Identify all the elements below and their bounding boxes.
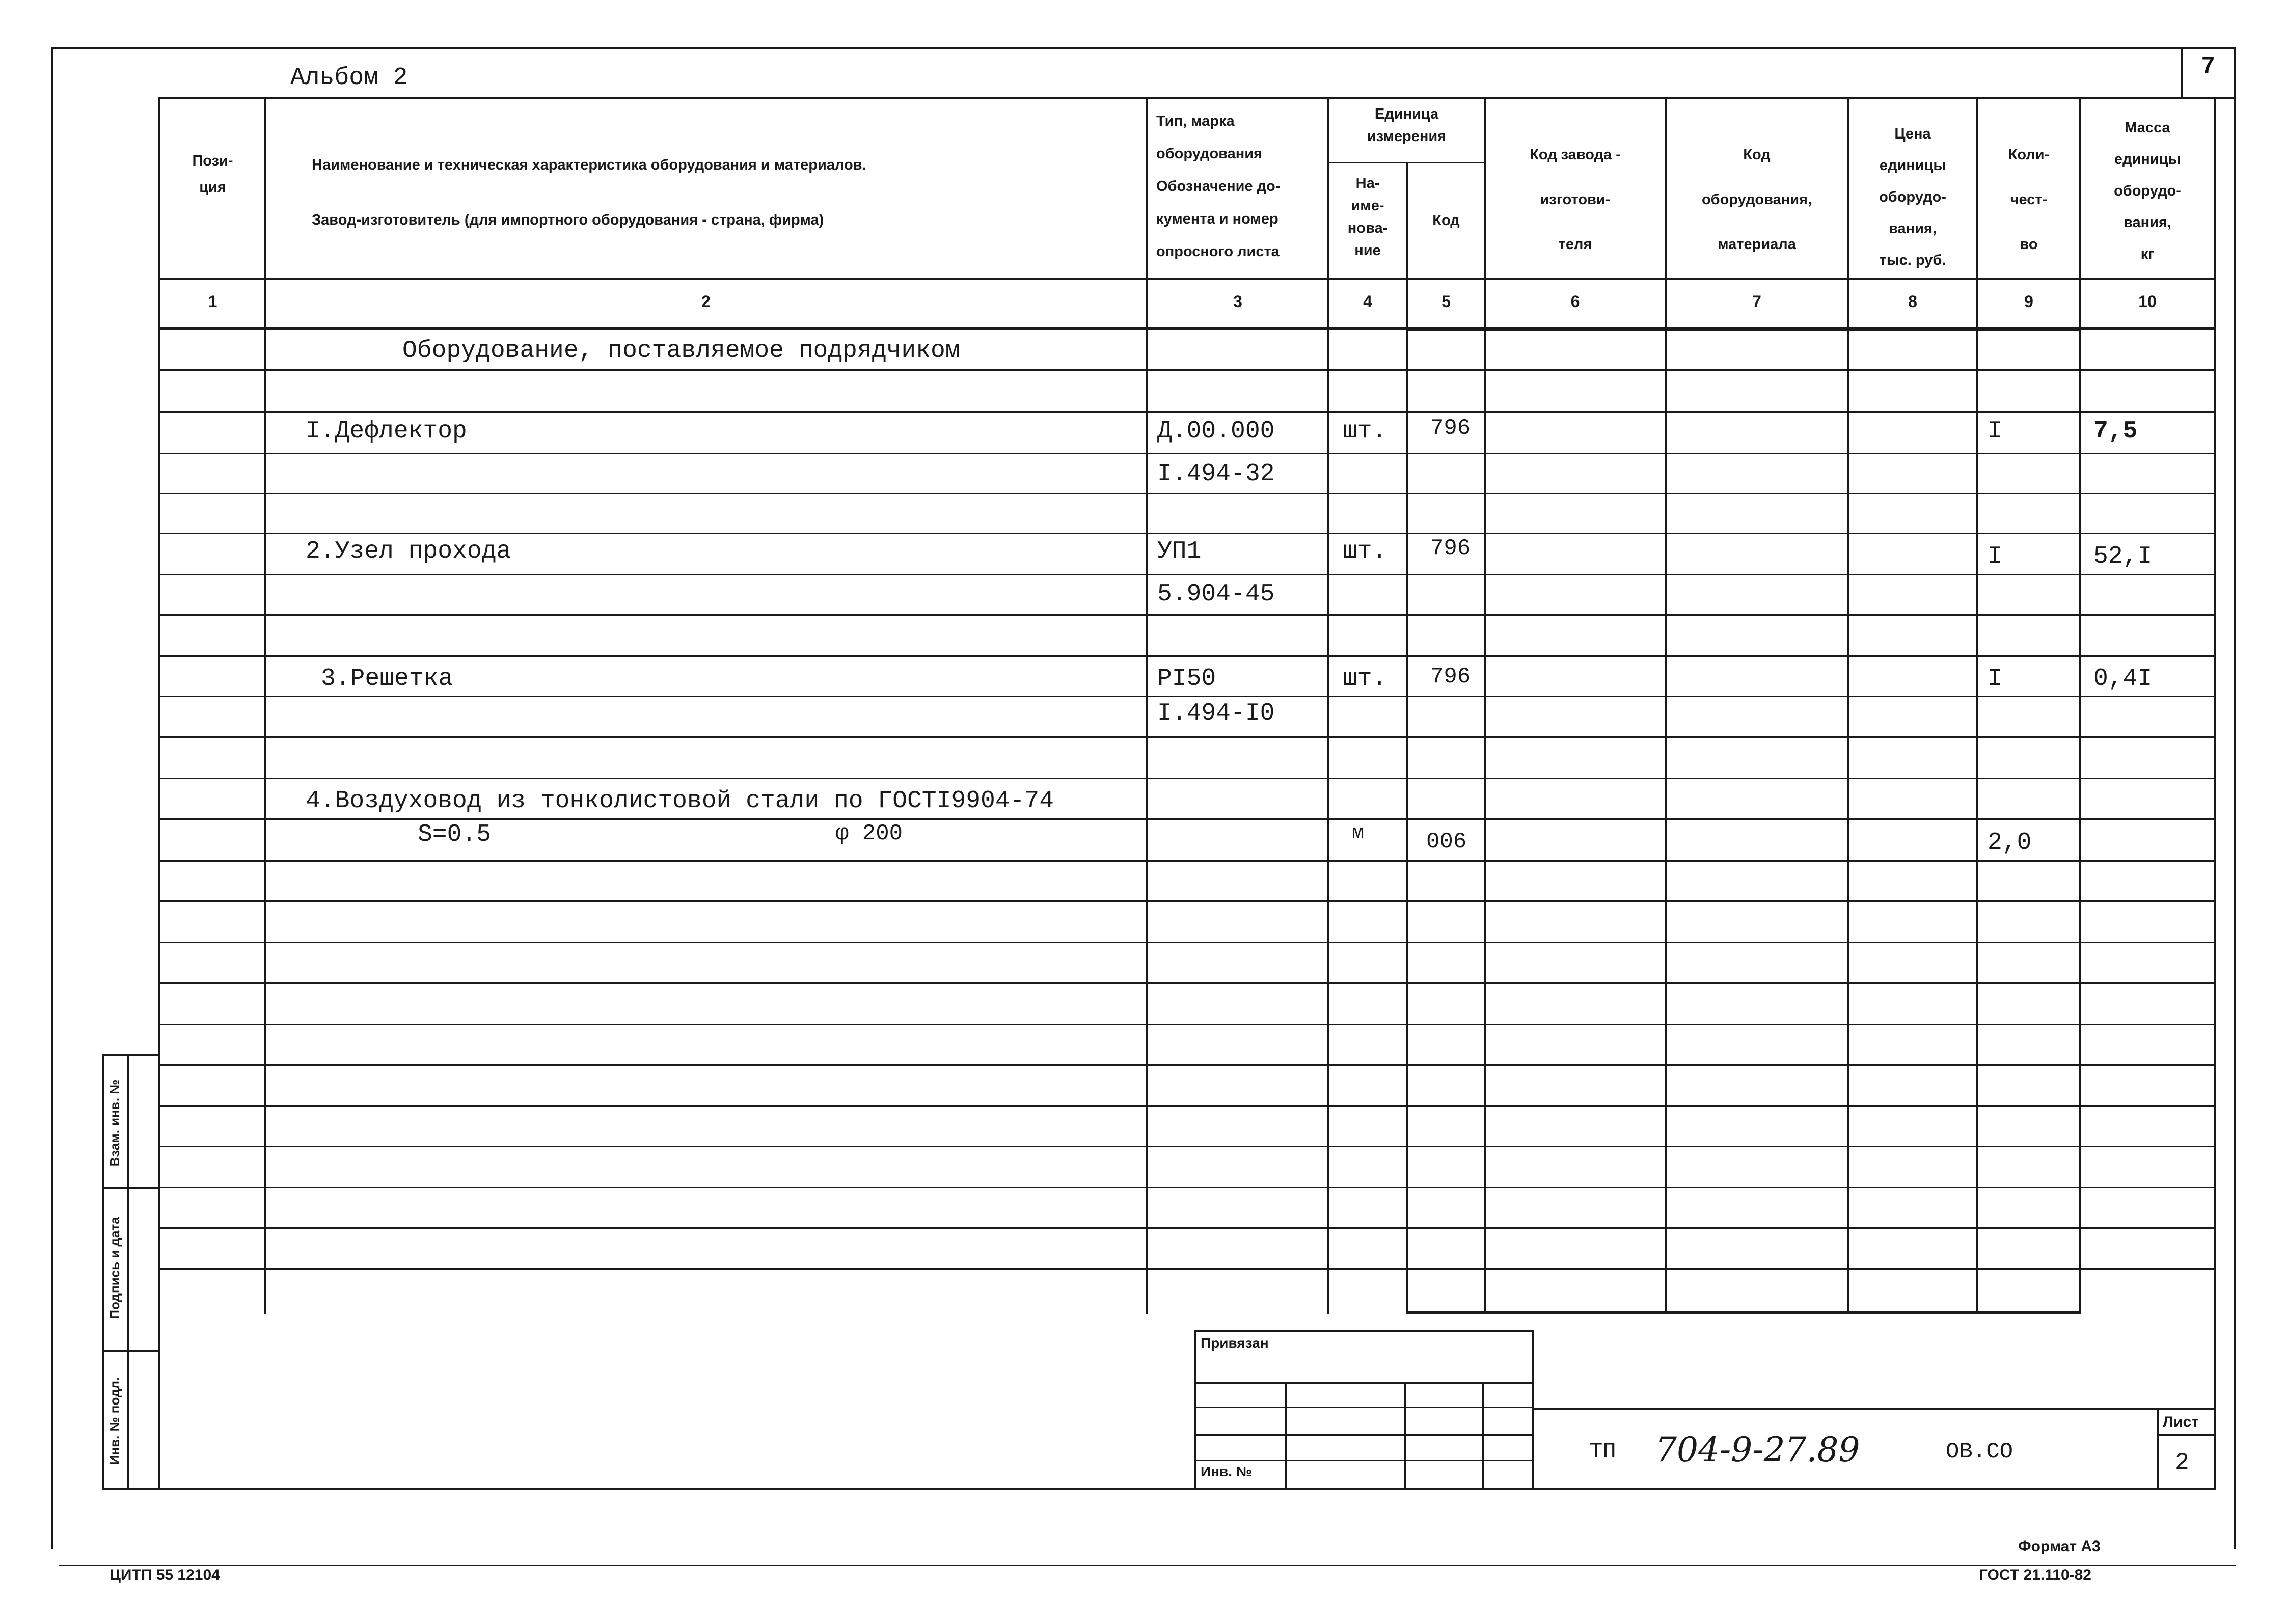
row-unit: шт.: [1343, 538, 1387, 565]
row-unit: шт.: [1343, 665, 1387, 693]
header-unit-group-line: измерения: [1367, 128, 1447, 145]
header-unit-group: [1329, 103, 1484, 148]
header-col3-line: Обозначение до-: [1156, 178, 1281, 195]
header-unit-group-line: Единица: [1374, 106, 1439, 122]
table-bottom: [158, 1488, 2216, 1490]
corner-box-left: [2181, 47, 2183, 98]
stamp-box-v2: [1404, 1382, 1406, 1489]
header-col4-line: име-: [1351, 198, 1384, 214]
col-number-6: 6: [1570, 292, 1580, 311]
row-separator: [158, 1105, 2216, 1107]
header-col9-line: Коли-: [2008, 147, 2050, 163]
header-col10: [2081, 112, 2214, 270]
stamp-designation: 704-9-27.89: [1655, 1430, 1860, 1469]
row-separator: [158, 1268, 2216, 1270]
header-col4-line: нова-: [1347, 220, 1388, 236]
stamp-box-top: [1194, 1330, 1534, 1332]
side-panel-divider: [127, 1054, 129, 1490]
header-col1-line: Пози-: [192, 153, 233, 169]
row-mass: 52,I: [2093, 543, 2153, 570]
header-col3-line: оборудования: [1156, 146, 1263, 162]
sheet-box-left: [2157, 1408, 2159, 1490]
header-col2-line: Завод-изготовитель (для импортного оборудования - страна, фирма): [312, 212, 824, 228]
side-panel-left: [102, 1054, 104, 1490]
side-label-podpis: Подпись и дата: [107, 1217, 122, 1319]
col-number-1: 1: [208, 292, 217, 311]
header-col8-line: вания,: [1889, 221, 1937, 237]
row-separator: [158, 1187, 2216, 1188]
header-col10-line: вания,: [2124, 214, 2171, 231]
header-col3-line: кумента и номер: [1156, 211, 1278, 227]
header-bottom: [158, 278, 2216, 280]
row-thickness: S=0.5: [418, 821, 492, 848]
row-name: I.Дефлектор: [306, 418, 467, 445]
stamp-box-v1: [1285, 1382, 1287, 1489]
header-col8-line: единицы: [1879, 157, 1946, 174]
album-title: Альбом 2: [290, 64, 408, 92]
row-unit: м: [1352, 822, 1365, 845]
footer-left: ЦИТП 55 12104: [110, 1566, 220, 1583]
row-code: 006: [1426, 829, 1467, 855]
row-separator: [158, 778, 2216, 779]
header-col2-line: Наименование и техническая характеристика оборудования и материалов.: [312, 157, 866, 173]
sheet-label: Лист: [2163, 1414, 2199, 1430]
header-col3: [1148, 105, 1336, 268]
row-diameter: φ 200: [835, 821, 903, 846]
frame-top: [51, 47, 2236, 49]
header-col7-line: Код: [1743, 147, 1771, 163]
frame-right: [2234, 47, 2236, 1549]
header-col10-line: единицы: [2114, 151, 2181, 168]
side-label-inv-podl: Инв. № подл.: [107, 1377, 122, 1465]
row-separator: [158, 818, 2216, 820]
sheet-number: 2: [2175, 1449, 2189, 1476]
table-right-inner: [2214, 97, 2216, 1490]
stamp-box-v3: [1482, 1382, 1484, 1489]
header-col3-line: опросного листа: [1156, 243, 1280, 260]
row-type: 5.904-45: [1157, 581, 1275, 608]
table-top: [158, 97, 2236, 99]
row-type: PI50: [1157, 665, 1216, 693]
stamp-box-left: [1194, 1330, 1196, 1489]
header-col6-line: изготови-: [1540, 191, 1611, 208]
stamp-suffix: ОВ.СО: [1946, 1439, 2013, 1465]
row-mass: 7,5: [2093, 418, 2138, 445]
header-col7: [1667, 132, 1847, 267]
header-col10-line: Масса: [2125, 120, 2170, 136]
row-separator: [158, 574, 2216, 575]
row-separator: [158, 493, 2216, 494]
row-type: Д.00.000: [1157, 418, 1275, 445]
header-col7-line: материала: [1718, 236, 1796, 253]
title-block-top: [1533, 1408, 2216, 1410]
header-col10-line: оборудо-: [2114, 183, 2181, 199]
header-col8: [1849, 118, 1976, 276]
body-thick-top: [1406, 327, 2081, 331]
row-name: 2.Узел прохода: [306, 538, 511, 565]
row-separator: [158, 1227, 2216, 1229]
row-separator: [158, 533, 2216, 534]
header-col8-line: тыс. руб.: [1879, 252, 1946, 268]
sheet-box-h: [2157, 1434, 2216, 1436]
header-col9: [1978, 132, 2079, 267]
section-title: Оборудование, поставляемое подрядчиком: [402, 337, 960, 365]
header-col7-line: оборудования,: [1701, 191, 1812, 208]
row-qty: I: [1988, 665, 2002, 693]
row-type: I.494-32: [1157, 460, 1275, 488]
col-number-7: 7: [1752, 292, 1761, 311]
row-qty: 2,0: [1988, 829, 2032, 857]
row-separator: [158, 1146, 2216, 1147]
frame-bottom: [59, 1565, 2236, 1566]
row-code: 796: [1430, 416, 1471, 441]
row-code: 796: [1430, 664, 1471, 690]
header-col6: [1486, 132, 1665, 267]
row-separator: [158, 614, 2216, 616]
row-separator: [158, 411, 2216, 413]
row-separator: [158, 900, 2216, 902]
col-number-3: 3: [1233, 292, 1242, 311]
unit-group-subline: [1327, 162, 1485, 163]
header-col8-line: оборудо-: [1879, 189, 1946, 205]
col-sep-4: [1406, 163, 1408, 1314]
footer-standard: ГОСТ 21.110-82: [1979, 1566, 2091, 1583]
header-col5-line: Код: [1432, 212, 1460, 229]
row-name: 3.Решетка: [321, 665, 453, 693]
header-col5: [1408, 206, 1484, 235]
header-col4-line: На-: [1355, 175, 1380, 191]
row-separator: [158, 696, 2216, 697]
header-col1-line: ция: [199, 179, 226, 196]
frame-left: [51, 47, 53, 1549]
col-number-9: 9: [2024, 292, 2033, 311]
row-name: 4.Воздуховод из тонколистовой стали по ГОСТI9904-74: [306, 787, 1054, 815]
row-separator: [158, 736, 2216, 738]
row-separator: [158, 942, 2216, 943]
footer-format: Формат А3: [2018, 1538, 2101, 1555]
stamp-inv-no: Инв. №: [1201, 1464, 1253, 1479]
col-number-2: 2: [701, 292, 711, 311]
col-number-8: 8: [1908, 292, 1917, 311]
row-type: УП1: [1157, 538, 1202, 565]
header-col6-line: теля: [1558, 236, 1592, 253]
header-col2: [266, 137, 1188, 247]
col-number-4: 4: [1363, 292, 1372, 311]
stamp-privyazan: Привязан: [1201, 1335, 1269, 1351]
header-col1: [160, 148, 265, 201]
row-separator: [158, 860, 2216, 862]
row-separator: [158, 1064, 2216, 1066]
header-col3-line: Тип, марка: [1156, 113, 1235, 129]
header-col10-line: кг: [2140, 246, 2155, 262]
col-number-10: 10: [2138, 292, 2157, 311]
stamp-prefix: ТП: [1589, 1439, 1616, 1465]
row-mass: 0,4I: [2093, 665, 2153, 693]
col-number-5: 5: [1441, 292, 1451, 311]
row-separator: [158, 982, 2216, 984]
row-qty: I: [1988, 418, 2002, 445]
header-col6-line: Код завода -: [1530, 147, 1621, 163]
row-separator: [158, 369, 2216, 371]
row-code: 796: [1430, 536, 1471, 561]
page-corner-number: 7: [2201, 51, 2215, 78]
body-thick-bottom: [1406, 1311, 2081, 1314]
header-col4-line: ние: [1354, 242, 1381, 259]
row-separator: [158, 655, 2216, 657]
header-col9-line: во: [2020, 236, 2038, 253]
header-col9-line: чест-: [2010, 191, 2048, 208]
header-col8-line: Цена: [1894, 126, 1931, 142]
row-unit: шт.: [1343, 418, 1387, 445]
row-separator: [158, 453, 2216, 454]
side-label-vzam: Взам. инв. №: [107, 1079, 122, 1167]
row-type: I.494-I0: [1157, 700, 1275, 727]
header-col4: [1329, 172, 1406, 262]
row-separator: [158, 1024, 2216, 1025]
row-qty: I: [1988, 543, 2002, 570]
